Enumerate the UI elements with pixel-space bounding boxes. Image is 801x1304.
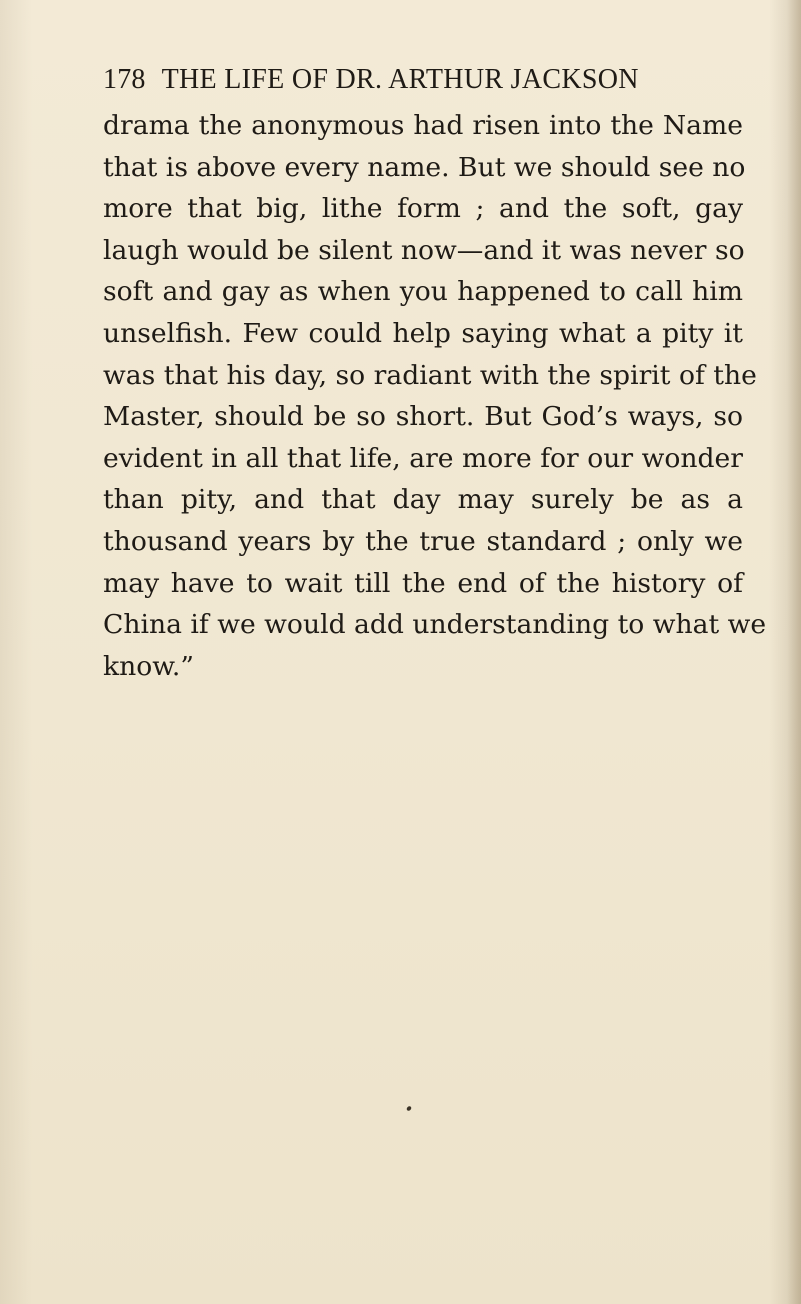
text-line: may have to wait till the end of the history of [103,567,743,599]
running-head [103,60,723,100]
text-line: evident in all that life, are more for our wonder [103,442,743,474]
paper-speck [406,1105,412,1111]
text-line: Master, should be so short. But God’s ways, so [103,401,743,433]
text-line: drama the anonymous had risen into the Name [103,110,743,141]
body-text [103,105,767,687]
text-line: more that big, lithe form ; and the soft, gay [103,193,743,225]
text-line: was that his day, so radiant with the spirit of the [103,359,757,391]
text-line: than pity, and that day may surely be as a [103,484,743,516]
text-line: unselfish. Few could help saying what a pity it [103,317,743,349]
text-line: China if we would add understanding to what we [103,609,767,641]
text-line: thousand years by the true standard ; only we [103,525,743,557]
text-line: that is above every name. But we should see no [103,151,746,183]
text-line: laugh would be silent now—and it was never so [103,234,745,266]
text-line: soft and gay as when you happened to call him [103,276,743,308]
text-line-last: know.” [103,650,194,682]
running-title: THE LIFE OF DR. ARTHUR JACKSON [161,64,639,95]
page-number: 178 [103,64,146,95]
